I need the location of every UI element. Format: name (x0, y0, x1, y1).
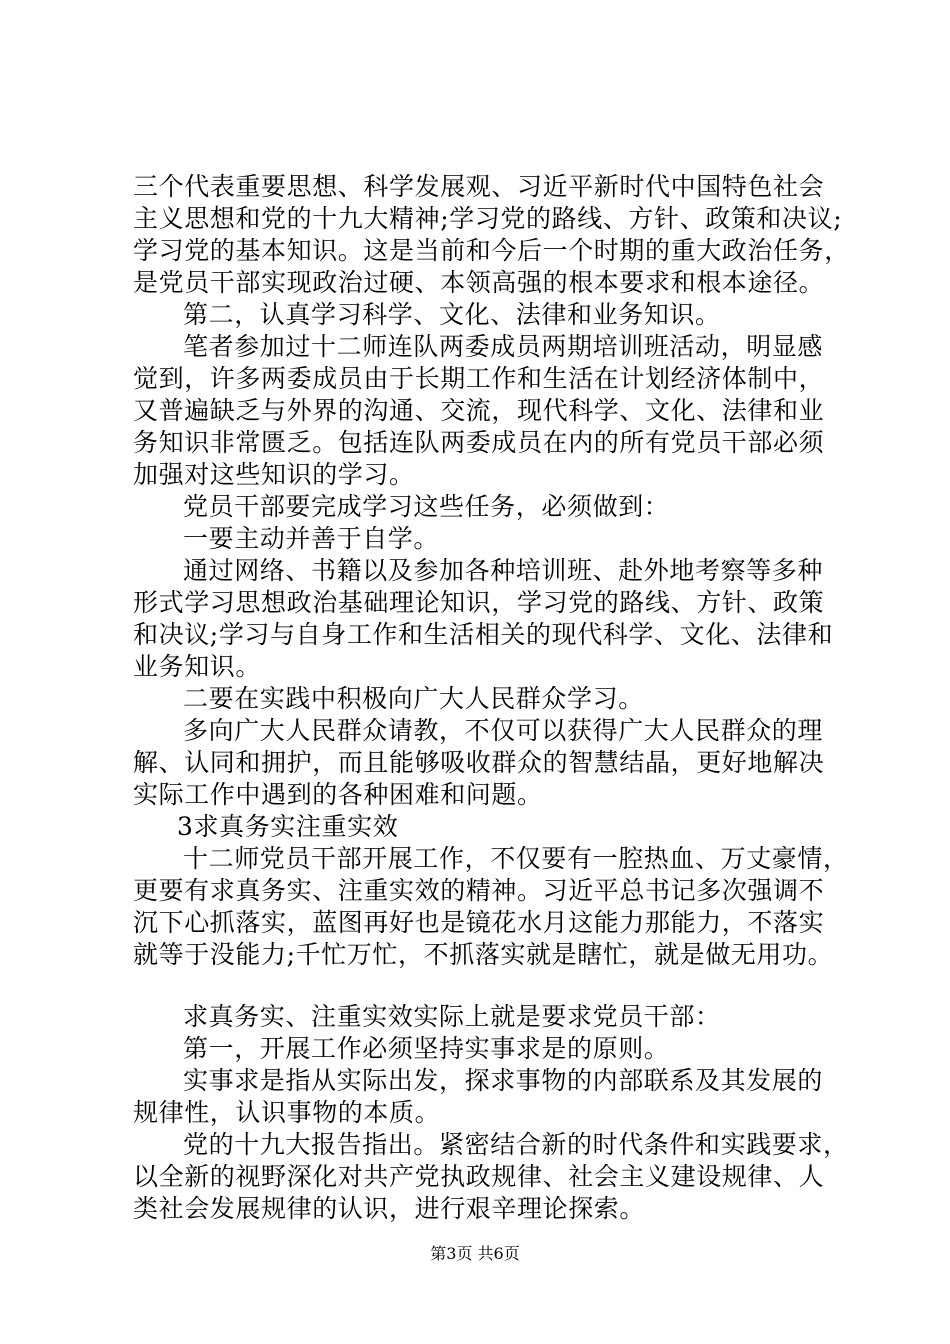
body-line: 觉到，许多两委成员由于长期工作和生活在计划经济体制中， (133, 364, 825, 393)
body-line: 就等于没能力;千忙万忙，不抓落实就是瞎忙，就是做无用功。 (133, 940, 834, 969)
body-line: 以全新的视野深化对共产党执政规律、社会主义建设规律、人 (133, 1162, 825, 1191)
section-heading: 3求真务实注重实效 (177, 812, 399, 841)
body-line: 务知识非常匮乏。包括连队两委成员在内的所有党员干部必须 (133, 428, 825, 457)
section-heading: 第一，开展工作必须坚持实事求是的原则。 (183, 1034, 670, 1063)
body-line: 加强对这些知识的学习。 (133, 460, 415, 489)
body-line: 更要有求真务实、注重实效的精神。习近平总书记多次强调不 (133, 876, 825, 905)
body-line: 又普遍缺乏与外界的沟通、交流，现代科学、文化、法律和业 (133, 396, 825, 425)
body-line: 业务知识。 (133, 652, 262, 681)
paragraph-start-line: 十二师党员干部开展工作，不仅要有一腔热血、万丈豪情， (183, 844, 849, 873)
body-line: 解、认同和拥护，而且能够吸收群众的智慧结晶，更好地解决 (133, 748, 825, 777)
section-heading: 第二，认真学习科学、文化、法律和业务知识。 (183, 300, 721, 329)
paragraph-start-line: 笔者参加过十二师连队两委成员两期培训班活动，明显感 (183, 332, 824, 361)
body-line: 形式学习思想政治基础理论知识，学习党的路线、方针、政策 (133, 588, 825, 617)
body-line: 是党员干部实现政治过硬、本领高强的根本要求和根本途径。 (133, 268, 825, 297)
subsection-heading: 二要在实践中积极向广大人民群众学习。 (183, 684, 644, 713)
body-line: 类社会发展规律的认识，进行艰辛理论探索。 (133, 1194, 646, 1223)
paragraph-start-line: 党的十九大报告指出。紧密结合新的时代条件和实践要求， (183, 1130, 849, 1159)
body-line: 学习党的基本知识。这是当前和今后一个时期的重大政治任务， (133, 236, 850, 265)
page-number: 第3页 共6页 (430, 1244, 520, 1263)
paragraph-start-line: 实事求是指从实际出发，探求事物的内部联系及其发展的 (183, 1066, 824, 1095)
body-line: 实际工作中遇到的各种困难和问题。 (133, 780, 543, 809)
body-line: 沉下心抓落实，蓝图再好也是镜花水月这能力那能力，不落实 (133, 908, 825, 937)
paragraph-start-line: 求真务实、注重实效实际上就是要求党员干部： (183, 1002, 721, 1031)
paragraph-start-line: 通过网络、书籍以及参加各种培训班、赴外地考察等多种 (183, 556, 824, 585)
paragraph-start-line: 多向广大人民群众请教，不仅可以获得广大人民群众的理 (183, 716, 824, 745)
body-line: 和决议;学习与自身工作和生活相关的现代科学、文化、法律和 (133, 620, 834, 649)
body-line: 主义思想和党的十九大精神;学习党的路线、方针、政策和决议; (133, 204, 843, 233)
body-line: 三个代表重要思想、科学发展观、习近平新时代中国特色社会 (133, 172, 825, 201)
body-line: 规律性，认识事物的本质。 (133, 1098, 441, 1127)
subsection-heading: 一要主动并善于自学。 (183, 524, 440, 553)
paragraph-start-line: 党员干部要完成学习这些任务，必须做到： (183, 492, 670, 521)
